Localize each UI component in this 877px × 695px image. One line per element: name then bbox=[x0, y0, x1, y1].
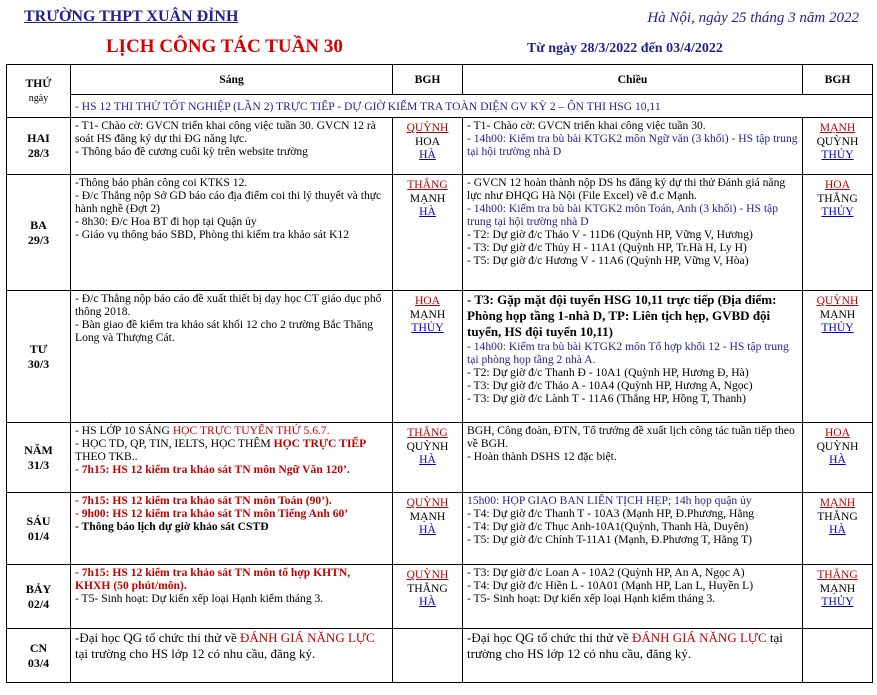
schedule-line: - 7h15: HS 12 kiểm tra khảo sát TN môn Toán (90’). bbox=[75, 494, 332, 507]
schedule-line: - T5: Dự giờ đ/c Chính T-11A1 (Mạnh, Đ.Phương T, Hằng T) bbox=[467, 533, 753, 546]
bgh-name: MẠNH bbox=[409, 191, 446, 205]
bgh-afternoon-cell bbox=[803, 493, 873, 565]
schedule-line: - T3: Dự giờ đ/c Loan A - 10A2 (Quỳnh HP, An A, Ngọc A) bbox=[467, 566, 745, 579]
bgh-morning-cell bbox=[393, 565, 463, 629]
afternoon-cell bbox=[463, 629, 803, 683]
day-row bbox=[7, 118, 873, 175]
bgh-name: THẮNG bbox=[407, 581, 448, 595]
bgh-afternoon-cell bbox=[803, 629, 873, 683]
day-date: 02/4 bbox=[27, 596, 50, 611]
afternoon-cell bbox=[463, 493, 803, 565]
day-name: BẢY bbox=[25, 581, 52, 596]
day-cell bbox=[7, 629, 71, 683]
day-row bbox=[7, 175, 873, 291]
schedule-line: - 7h15: HS 12 kiểm tra khảo sát TN môn Ngữ Văn 120’. bbox=[75, 463, 350, 476]
afternoon-cell bbox=[463, 175, 803, 291]
text-segment: -Đại học QG tổ chức thi thử về bbox=[467, 630, 632, 645]
day-name: HAI bbox=[27, 131, 50, 145]
text-segment: HỌC TRỰC TUYẾN THỨ 5.6.7. bbox=[172, 424, 330, 437]
morning-cell bbox=[71, 629, 393, 683]
bgh-name: QUỲNH bbox=[406, 496, 449, 509]
schedule-line: - 8h30: Đ/c Hoa BT đi họp tại Quận ủy bbox=[75, 215, 257, 228]
schedule-body bbox=[7, 118, 873, 683]
schedule-line: -Thông báo phân công coi KTKS 12. bbox=[75, 176, 248, 189]
schedule-line: - T1- Chào cờ: GVCN triển khai công việc tuần 30. GVCN 12 rà soát HS đăng ký dự thi ĐG năng lực. bbox=[75, 119, 376, 145]
day-cell bbox=[7, 291, 71, 423]
schedule-line: - Hoàn thành DSHS 12 đặc biệt. bbox=[467, 450, 617, 463]
bgh-name: THẮNG bbox=[817, 568, 858, 581]
text-segment: -Đại học QG tổ chức thi thử về bbox=[75, 630, 240, 645]
schedule-line: - 9h00: HS 12 kiểm tra khảo sát TN môn Tiếng Anh 60’ bbox=[75, 507, 349, 520]
morning-cell bbox=[71, 175, 393, 291]
text-segment: tại trường cho HS lớp 12 có nhu cầu, đăng ký. bbox=[467, 630, 783, 661]
bgh-name: THẮNG bbox=[407, 426, 448, 439]
schedule-line bbox=[75, 424, 388, 437]
day-date: 29/3 bbox=[27, 232, 50, 247]
day-date: 31/3 bbox=[27, 457, 50, 472]
day-row bbox=[7, 291, 873, 423]
day-date: 03/4 bbox=[27, 655, 50, 670]
morning-cell bbox=[71, 291, 393, 423]
text-segment: HỌC TRỰC TIẾP bbox=[273, 437, 367, 450]
bgh-morning-cell bbox=[393, 291, 463, 423]
bgh-name: QUỲNH bbox=[816, 439, 859, 453]
schedule-line bbox=[75, 437, 388, 463]
header-day: THỨ ngày bbox=[7, 65, 71, 118]
bgh-name: THẮNG bbox=[817, 191, 858, 205]
bgh-name: HÀ bbox=[829, 453, 846, 466]
schedule-line: - T5- Sinh hoạt: Dự kiến xếp loại Hạnh kiểm tháng 3. bbox=[75, 592, 324, 605]
schedule-line: - T3: Dự giờ đ/c Thảo A - 10A4 (Quỳnh HP, Hương A, Ngọc) bbox=[467, 379, 753, 392]
schedule-line: - T2: Dự giờ đ/c Thanh Đ - 10A1 (Quỳnh HP, Hương Đ, Hà) bbox=[467, 366, 749, 379]
bgh-name: MẠNH bbox=[819, 496, 856, 509]
header-morning: Sáng bbox=[71, 65, 393, 95]
bgh-afternoon-cell bbox=[803, 118, 873, 175]
text-segment: ĐÁNH GIÁ NĂNG LỰC bbox=[632, 630, 767, 645]
schedule-table bbox=[6, 64, 873, 683]
schedule-line: - 14h00: Kiểm tra bù bài KTGK2 môn Toán, Anh (3 khối) - HS tập trung tại hội trường nhà D bbox=[467, 202, 778, 228]
afternoon-cell bbox=[463, 118, 803, 175]
schedule-line: - Đ/c Thắng nộp Sở GD báo cáo địa điểm coi thi lý thuyết và thực hành nghề (Đợt 2) bbox=[75, 189, 382, 215]
afternoon-cell bbox=[463, 291, 803, 423]
day-name: TƯ bbox=[29, 341, 48, 356]
text-segment: tại trường cho HS lớp 12 có nhu cầu, đăng ký. bbox=[75, 646, 316, 661]
morning-cell bbox=[71, 565, 393, 629]
schedule-line: - T4: Dự giờ đ/c Thục Anh-10A1(Quỳnh, Thanh Hà, Duyên) bbox=[467, 520, 749, 533]
schedule-line: - T2: Dự giờ đ/c Thảo V - 11D6 (Quỳnh HP, Vững V, Hương) bbox=[467, 228, 753, 241]
text-segment: - HS LỚP 10 SÁNG bbox=[75, 424, 173, 437]
bgh-name: HOA bbox=[824, 426, 851, 439]
morning-cell bbox=[71, 118, 393, 175]
bgh-afternoon-cell bbox=[803, 565, 873, 629]
document-date: Hà Nội, ngày 25 tháng 3 năm 2022 bbox=[647, 10, 859, 26]
afternoon-cell bbox=[463, 423, 803, 493]
page-title: LỊCH CÔNG TÁC TUẦN 30 bbox=[106, 36, 343, 57]
header-bgh-morning: BGH bbox=[393, 65, 463, 95]
day-row bbox=[7, 493, 873, 565]
bgh-afternoon-cell bbox=[803, 423, 873, 493]
bgh-name: THỦY bbox=[821, 321, 854, 334]
date-range: Từ ngày 28/3/2022 đến 03/4/2022 bbox=[527, 41, 723, 56]
day-cell bbox=[7, 493, 71, 565]
bgh-afternoon-cell bbox=[803, 175, 873, 291]
text-segment: THEO TKB.. bbox=[75, 450, 138, 463]
schedule-line: - T5- Sinh hoạt: Dự kiến xếp loại Hạnh kiểm tháng 3. bbox=[467, 592, 716, 605]
bgh-name: QUỲNH bbox=[406, 568, 449, 581]
day-name: NĂM bbox=[24, 442, 53, 457]
schedule-line: - T5: Dự giờ đ/c Hương V - 11A6 (Quỳnh HP, Vững V, Hòa) bbox=[467, 254, 749, 267]
bgh-name: HOA bbox=[824, 178, 851, 191]
bgh-afternoon-cell bbox=[803, 291, 873, 423]
bgh-name: THỦY bbox=[821, 205, 854, 218]
schedule-line: - 14h00: Kiểm tra bù bài KTGK2 môn Tổ hợp khối 12 - HS tập trung tại phòng họp tầng 2 nhà A. bbox=[467, 340, 789, 366]
bgh-name: MẠNH bbox=[819, 581, 856, 595]
bgh-name: MẠNH bbox=[819, 307, 856, 321]
afternoon-cell bbox=[463, 565, 803, 629]
bgh-morning-cell bbox=[393, 175, 463, 291]
schedule-line bbox=[467, 630, 798, 662]
schedule-line: - T1- Chào cờ: GVCN triển khai công việc tuần 30. bbox=[467, 119, 706, 132]
schedule-line: - T3: Gặp mặt đội tuyển HSG 10,11 trực tiếp (Địa điểm: Phòng họp tầng 1-nhà D, TP: Liên tịch hẹp, GVBD đội tuyển, HS đội tuyển 10,11) bbox=[467, 292, 777, 339]
bgh-morning-cell bbox=[393, 493, 463, 565]
header-bgh-afternoon: BGH bbox=[803, 65, 873, 95]
bgh-name: MẠNH bbox=[409, 509, 446, 523]
bgh-name: THỦY bbox=[821, 595, 854, 608]
morning-cell bbox=[71, 493, 393, 565]
header-afternoon: Chiều bbox=[463, 65, 803, 95]
schedule-line: - Giáo vụ thông báo SBD, Phòng thi kiểm tra khảo sát K12 bbox=[75, 228, 350, 241]
day-name: SÁU bbox=[26, 513, 51, 528]
bgh-morning-cell bbox=[393, 629, 463, 683]
day-cell bbox=[7, 118, 71, 175]
bgh-name: HOA bbox=[414, 134, 441, 148]
day-date: 30/3 bbox=[27, 356, 50, 371]
bgh-name: HÀ bbox=[829, 523, 846, 536]
bgh-name: MẠNH bbox=[819, 121, 856, 134]
morning-cell bbox=[71, 423, 393, 493]
schedule-line: - T4: Dự giờ đ/c Thanh T - 10A3 (Mạnh HP, Đ.Phương, Hằng bbox=[467, 507, 755, 520]
bgh-name: HÀ bbox=[419, 205, 436, 218]
bgh-name: QUỲNH bbox=[406, 439, 449, 453]
bgh-name: HÀ bbox=[419, 523, 436, 536]
schedule-line: - T3: Dự giờ đ/c Thủy H - 11A1 (Quỳnh HP, Tr.Hà H, Ly H) bbox=[467, 241, 747, 254]
bgh-name: THỦY bbox=[821, 148, 854, 161]
day-cell bbox=[7, 565, 71, 629]
bgh-name: MẠNH bbox=[409, 307, 446, 321]
bgh-name: HOA bbox=[414, 294, 441, 307]
day-row bbox=[7, 629, 873, 683]
bgh-name: QUỲNH bbox=[816, 294, 859, 307]
day-row bbox=[7, 565, 873, 629]
schedule-line: - GVCN 12 hoàn thành nộp DS hs đăng ký dự thi thử Đánh giá năng lực như ĐHQG Hà Nội (File Excel) về đ.c Mạnh. bbox=[467, 176, 786, 202]
bgh-name: THẮNG bbox=[817, 509, 858, 523]
text-segment: - HỌC TD, QP, TIN, IELTS, HỌC THÊM bbox=[75, 437, 274, 450]
bgh-name: THẮNG bbox=[407, 178, 448, 191]
school-name: TRƯỜNG THPT XUÂN ĐỈNH bbox=[24, 8, 239, 25]
schedule-line: - Đ/c Thắng nộp báo cáo đề xuất thiết bị dạy học CT giáo dục phổ thông 2018. bbox=[75, 292, 382, 318]
day-cell bbox=[7, 175, 71, 291]
schedule-line: - 14h00: Kiểm tra bù bài KTGK2 môn Ngữ văn (3 khối) - HS tập trung tại hội trường nhà D bbox=[467, 132, 798, 158]
schedule-line: - T4: Dự giờ đ/c Hiền L - 10A01 (Mạnh HP, Lan L, Huyền L) bbox=[467, 579, 754, 592]
schedule-line: - Thông báo đề cương cuối kỳ trên website trường bbox=[75, 145, 308, 158]
schedule-line: 15h00: HỌP GIAO BAN LIÊN TỊCH HẸP; 14h họp quận ủy bbox=[467, 494, 752, 507]
schedule-line: - Thông báo lịch dự giờ khảo sát CSTĐ bbox=[75, 520, 269, 533]
bgh-name: HÀ bbox=[419, 148, 436, 161]
text-segment: ĐÁNH GIÁ NĂNG LỰC bbox=[240, 630, 375, 645]
bgh-name: QUỲNH bbox=[406, 121, 449, 134]
schedule-line: - T3: Dự giờ đ/c Lành T - 11A6 (Thắng HP, Hồng T, Thanh) bbox=[467, 392, 746, 405]
schedule-line: - Bàn giao đề kiểm tra khảo sát khối 12 cho 2 trường Bắc Thăng Long và Thượng Cát. bbox=[75, 318, 374, 344]
schedule-line: - 7h15: HS 12 kiểm tra khảo sát TN môn tổ hợp KHTN, KHXH (50 phút/môn). bbox=[75, 566, 351, 592]
schedule-line bbox=[75, 630, 388, 662]
bgh-morning-cell bbox=[393, 118, 463, 175]
bgh-name: QUỲNH bbox=[816, 134, 859, 148]
day-date: 01/4 bbox=[27, 528, 50, 543]
day-name: BA bbox=[30, 217, 47, 232]
bgh-name: HÀ bbox=[419, 453, 436, 466]
bgh-name: HÀ bbox=[419, 595, 436, 608]
day-cell bbox=[7, 423, 71, 493]
bgh-name: THỦY bbox=[411, 321, 444, 334]
schedule-line: BGH, Công đoàn, ĐTN, Tổ trưởng đề xuất lịch công tác tuần tiếp theo về BGH. bbox=[467, 424, 795, 450]
day-name: CN bbox=[29, 640, 48, 655]
day-date: 28/3 bbox=[27, 146, 50, 160]
day-row bbox=[7, 423, 873, 493]
week-note: - HS 12 THI THỬ TỐT NGHIỆP (LẦN 2) TRỰC TIẾP - DỰ GIỜ KIỂM TRA TOÀN DIỆN GV KỲ 2 – ÔN THI HSG 10,11 bbox=[71, 95, 873, 118]
bgh-morning-cell bbox=[393, 423, 463, 493]
